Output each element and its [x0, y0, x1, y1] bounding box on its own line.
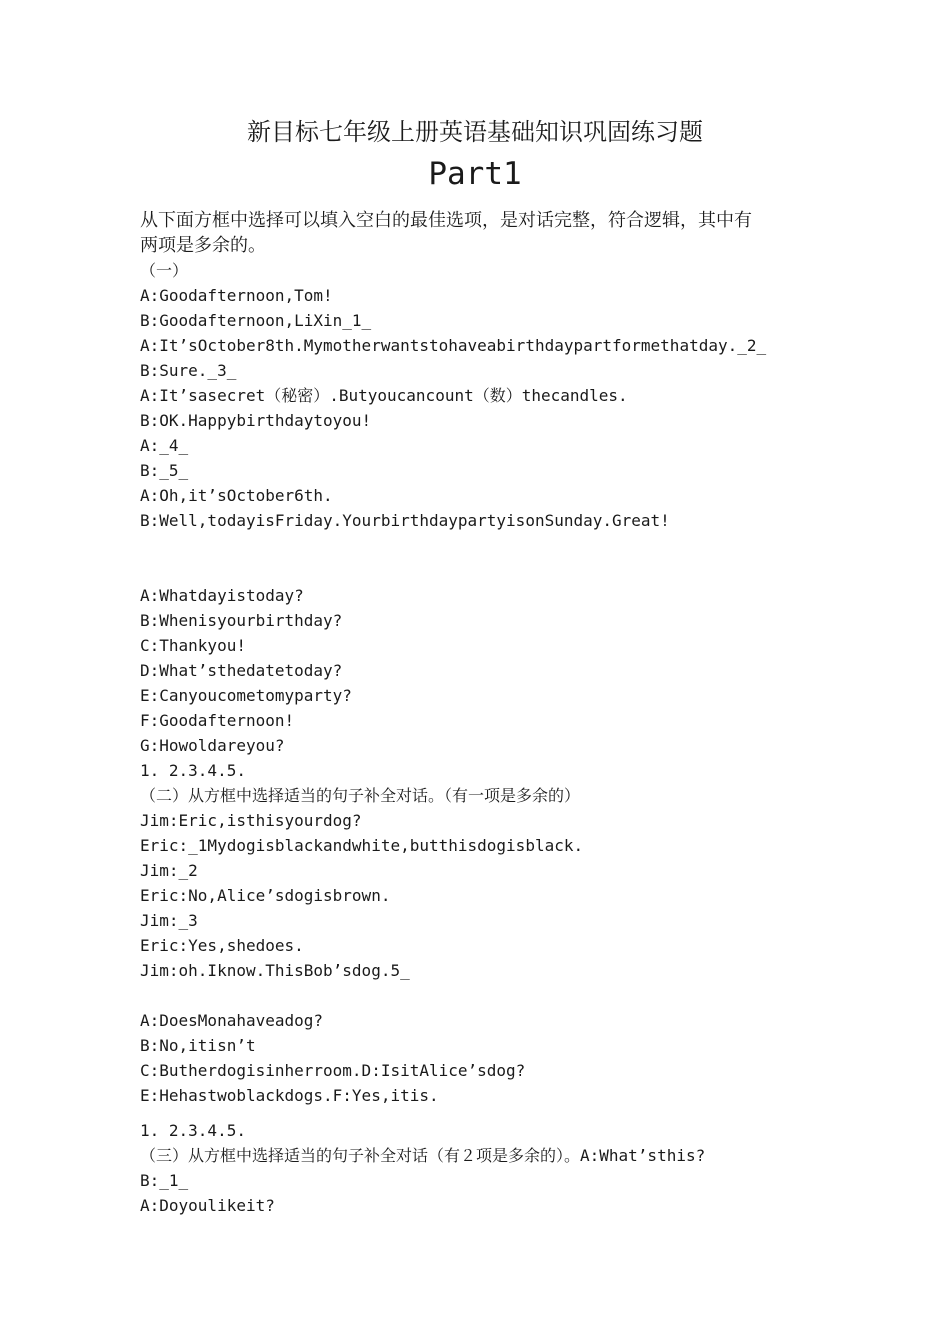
option-line: F:Goodafternoon! [140, 711, 295, 730]
dialogue-line: A:Oh,it’sOctober6th. [140, 486, 333, 505]
section-heading: （二）从方框中选择适当的句子补全对话。（有一项是多余的） [140, 786, 581, 805]
dialogue-line: Eric:Yes,shedoes. [140, 936, 304, 955]
option-line: B:No,itisn’t [140, 1036, 256, 1055]
dialogue-line: Eric:No,Alice’sdogisbrown. [140, 886, 391, 905]
dialogue-line: Jim:_3 [140, 911, 198, 930]
option-line: B:Whenisyourbirthday? [140, 611, 343, 630]
dialogue-line: Eric:_1Mydogisblackandwhite,butthisdogisblack. [140, 836, 584, 855]
option-line: C:Thankyou! [140, 636, 246, 655]
dialogue-line: A:Doyoulikeit? [140, 1196, 275, 1215]
exercise-body [140, 258, 840, 1218]
option-line: A:Whatdayistoday? [140, 586, 304, 605]
dialogue-line: A:It’sasecret（秘密）.Butyoucancount（数）thecandles. [140, 386, 628, 405]
dialogue-line: B:OK.Happybirthdaytoyou! [140, 411, 372, 430]
dialogue-line: B:_5_ [140, 461, 189, 480]
dialogue-line: B:Goodafternoon,LiXin_1_ [140, 311, 372, 330]
option-line: D:What’sthedatetoday? [140, 661, 343, 680]
instructions [140, 208, 820, 258]
option-line: A:DoesMonahaveadog? [140, 1011, 324, 1030]
answer-line: 1. 2.3.4.5. [140, 761, 246, 780]
dialogue-line: A:Goodafternoon,Tom! [140, 286, 333, 305]
instructions-line: 两项是多余的。 [140, 235, 266, 256]
section-heading: （三）从方框中选择适当的句子补全对话（有２项是多余的）。A:What’sthis? [140, 1146, 706, 1165]
dialogue-line: Jim:oh.Iknow.ThisBob’sdog.5_ [140, 961, 410, 980]
option-line: E:Canyoucometomyparty? [140, 686, 352, 705]
dialogue-line: B:Well,todayisFriday.YourbirthdaypartyisonSunday.Great! [140, 511, 670, 530]
answer-line: 1. 2.3.4.5. [140, 1121, 246, 1140]
dialogue-line: A:It’sOctober8th.Mymotherwantstohaveabirthdaypartformethatday._2_ [140, 336, 767, 355]
document-subtitle: Part1 [428, 156, 522, 192]
dialogue-line: B:_1_ [140, 1171, 189, 1190]
document-title: 新目标七年级上册英语基础知识巩固练习题 [247, 118, 703, 146]
instructions-line: 从下面方框中选择可以填入空白的最佳选项，是对话完整，符合逻辑，其中有 [140, 210, 752, 231]
option-line: E:Hehastwoblackdogs.F:Yes,itis. [140, 1086, 439, 1105]
dialogue-line: B:Sure._3_ [140, 361, 237, 380]
dialogue-line: Jim:_2 [140, 861, 198, 880]
option-line: G:Howoldareyou? [140, 736, 285, 755]
dialogue-line: Jim:Eric,isthisyourdog? [140, 811, 362, 830]
dialogue-line: A:_4_ [140, 436, 189, 455]
option-line: C:Butherdogisinherroom.D:IsitAlice’sdog? [140, 1061, 526, 1080]
section-heading: （一） [140, 261, 189, 280]
